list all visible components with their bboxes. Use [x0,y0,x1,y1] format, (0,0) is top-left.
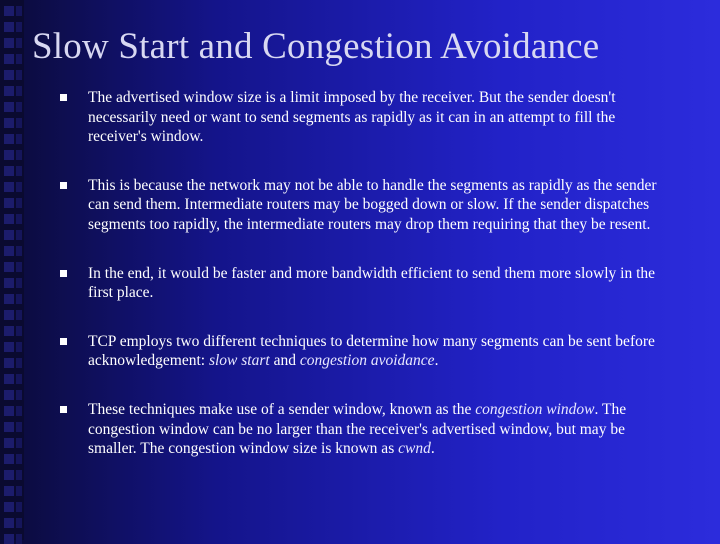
decorative-square [16,38,22,48]
bullet-text: This is because the network may not be able to handle the segments as rapidly as the sender can send them. Intermediate routers may be bogged down or slow. If the sender dispatches segments too rapidly, the intermediate routers may drop them requiring that they be resent. [88,176,657,233]
decorative-square [4,102,14,112]
decorative-square [4,150,14,160]
bullet-square-icon [60,406,67,413]
decorative-square [4,342,14,352]
decorative-square [16,6,22,16]
bullet-square-icon [60,270,67,277]
bullet-item [60,176,672,235]
decorative-square [16,118,22,128]
decorative-square [4,134,14,144]
decorative-square [4,390,14,400]
decorative-square [16,310,22,320]
decorative-square [4,6,14,16]
decorative-square [16,486,22,496]
decorative-square [16,246,22,256]
decorative-square [16,294,22,304]
decorative-square [16,230,22,240]
decorative-square [4,22,14,32]
decorative-square [4,198,14,208]
bullet-square-icon [60,94,67,101]
decorative-square [4,502,14,512]
bullet-text: The advertised window size is a limit imposed by the receiver. But the sender doesn't necessarily need or want to send segments as rapidly as it can in an attempt to fill the receiver's window. [88,89,616,146]
decorative-square [4,38,14,48]
bullet-text-part: These techniques make use of a sender window, known as the [88,400,476,418]
decorative-square [16,534,22,544]
decorative-square [4,406,14,416]
decorative-square [16,358,22,368]
decorative-square [4,310,14,320]
decorative-square [4,86,14,96]
decorative-square [16,86,22,96]
decorative-square [16,422,22,432]
bullet-item [60,264,672,303]
decorative-square [16,342,22,352]
decorative-square [4,374,14,384]
decorative-square [4,438,14,448]
decorative-square [16,198,22,208]
slide-title: Slow Start and Congestion Avoidance [32,26,600,67]
decorative-square [16,214,22,224]
term-congestion-avoidance: congestion avoidance [299,352,435,370]
decorative-square [4,454,14,464]
decorative-square [16,470,22,480]
decorative-square [16,22,22,32]
decorative-square [4,518,14,528]
bullet-item [60,400,672,459]
decorative-square [16,278,22,288]
decorative-square [16,166,22,176]
bullet-text-part: and [269,352,300,370]
decorative-side-strip [0,0,24,540]
decorative-square [16,390,22,400]
decorative-square [16,262,22,272]
decorative-square [16,406,22,416]
decorative-square [16,54,22,64]
decorative-square [16,134,22,144]
decorative-square [4,54,14,64]
decorative-square [16,454,22,464]
decorative-square [4,118,14,128]
decorative-square [4,470,14,480]
decorative-square [4,182,14,192]
bullet-text-part: TCP employs two different techniques to determine how many segments can be sent before acknowledgement: [88,332,655,370]
decorative-square [4,278,14,288]
decorative-square [4,422,14,432]
decorative-square [16,70,22,80]
bullet-item [60,88,672,147]
decorative-square [4,70,14,80]
bullet-text-part: . The congestion window can be no larger than the receiver's advertised window, but may be smaller. The congestion window size is known as [88,400,627,458]
decorative-square [4,358,14,368]
bullet-square-icon [60,338,67,345]
decorative-square [16,502,22,512]
decorative-square [16,518,22,528]
decorative-square [4,534,14,544]
decorative-square [16,374,22,384]
bullet-item [60,332,672,371]
bullet-list [60,88,672,459]
decorative-square [16,438,22,448]
decorative-square [16,102,22,112]
term-cwnd: cwnd [398,440,431,458]
decorative-square [4,246,14,256]
bullet-text: In the end, it would be faster and more bandwidth efficient to send them more slowly in the first place. [88,264,656,302]
decorative-square [4,486,14,496]
decorative-square [16,182,22,192]
decorative-square [4,230,14,240]
bullet-text-part: . [430,440,435,458]
decorative-square [16,150,22,160]
decorative-square [4,326,14,336]
term-slow-start: slow start [208,352,270,370]
decorative-square [4,262,14,272]
decorative-square [4,166,14,176]
decorative-square [4,294,14,304]
bullet-text-part: . [434,352,439,370]
decorative-square [16,326,22,336]
term-congestion-window: congestion window [475,400,595,418]
bullet-square-icon [60,182,67,189]
decorative-square [4,214,14,224]
